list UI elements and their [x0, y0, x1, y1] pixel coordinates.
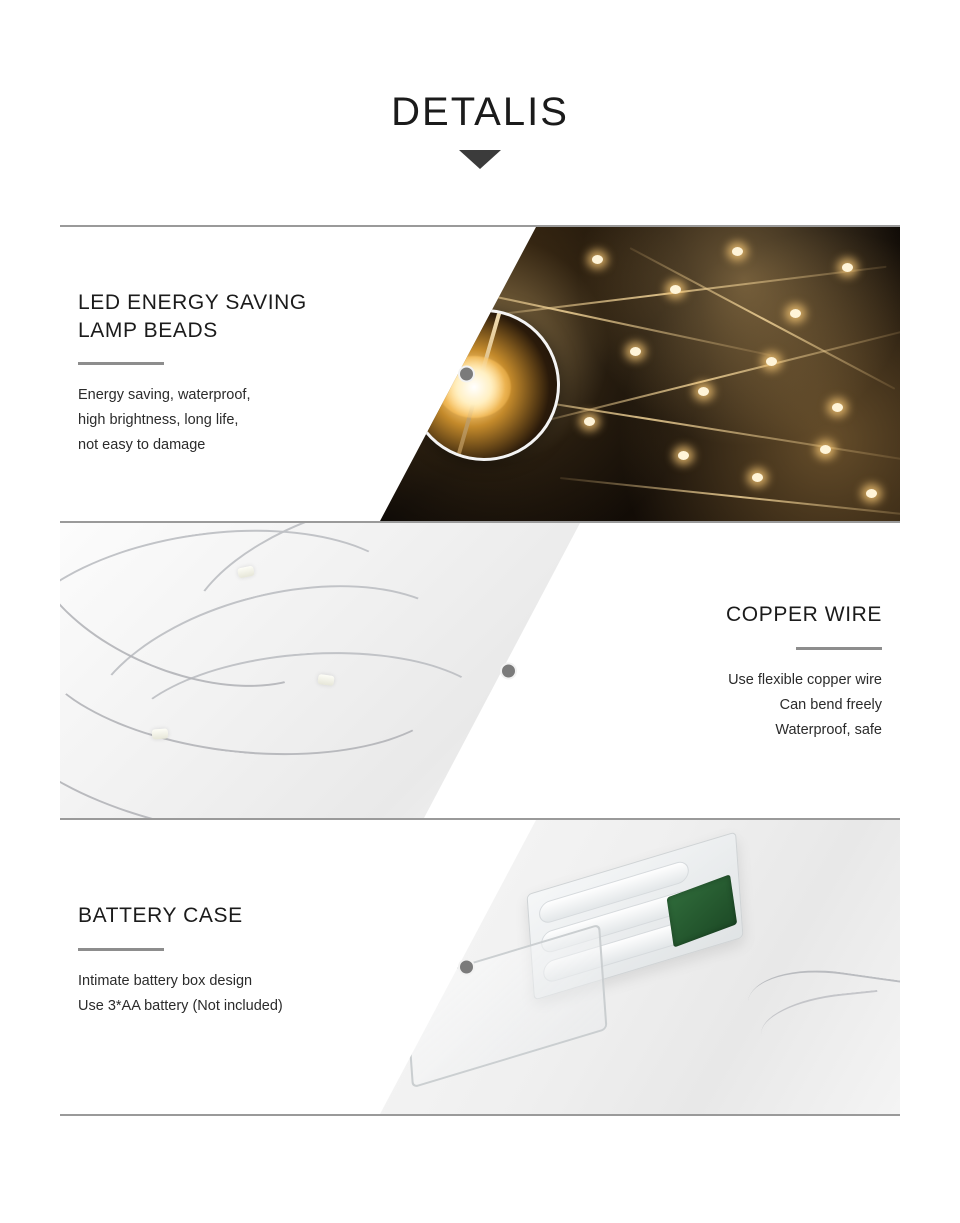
section-text-battery	[78, 820, 438, 1019]
section-title-led	[78, 289, 438, 344]
section-title-copper	[522, 601, 882, 629]
section-desc-led	[78, 383, 438, 458]
desc-line: Intimate battery box design	[78, 972, 253, 989]
connector-dot-icon	[458, 959, 475, 976]
section-title-copper-line1: COPPER WIRE	[726, 603, 882, 626]
page-title: DETALIS	[391, 90, 569, 134]
title-rule	[78, 948, 164, 951]
section-desc-battery	[78, 969, 438, 1019]
connector-dot-icon	[500, 662, 517, 679]
section-led-lamp-beads	[60, 225, 900, 523]
section-title-led-line2: LAMP BEADS	[78, 318, 218, 342]
section-copper-wire	[60, 523, 900, 820]
section-battery-case	[60, 820, 900, 1116]
detail-sections	[0, 225, 960, 1116]
desc-line: not easy to damage	[78, 437, 206, 454]
desc-line: high brightness, long life,	[78, 412, 239, 429]
section-title-battery	[78, 902, 438, 930]
section-desc-copper	[522, 668, 882, 743]
connector-dot-icon	[458, 366, 475, 383]
connector-copper	[500, 662, 517, 679]
desc-line: Energy saving, waterproof,	[78, 387, 251, 404]
title-rule	[796, 647, 882, 650]
connector-led	[458, 366, 475, 383]
page-header	[0, 0, 960, 169]
section-title-led-line1: LED ENERGY SAVING	[78, 291, 307, 314]
title-rule	[78, 362, 164, 365]
desc-line: Can bend freely	[779, 696, 882, 713]
section-title-battery-line1: BATTERY CASE	[78, 904, 243, 927]
chevron-down-icon	[459, 150, 501, 169]
section-text-copper	[522, 523, 882, 743]
desc-line: Use flexible copper wire	[728, 671, 882, 688]
desc-line: Use 3*AA battery (Not included)	[78, 997, 283, 1014]
circuit-board	[667, 874, 738, 947]
section-text-led	[78, 227, 438, 458]
connector-battery	[458, 959, 475, 976]
chevron-wrap	[0, 150, 960, 169]
desc-line: Waterproof, safe	[775, 721, 882, 738]
